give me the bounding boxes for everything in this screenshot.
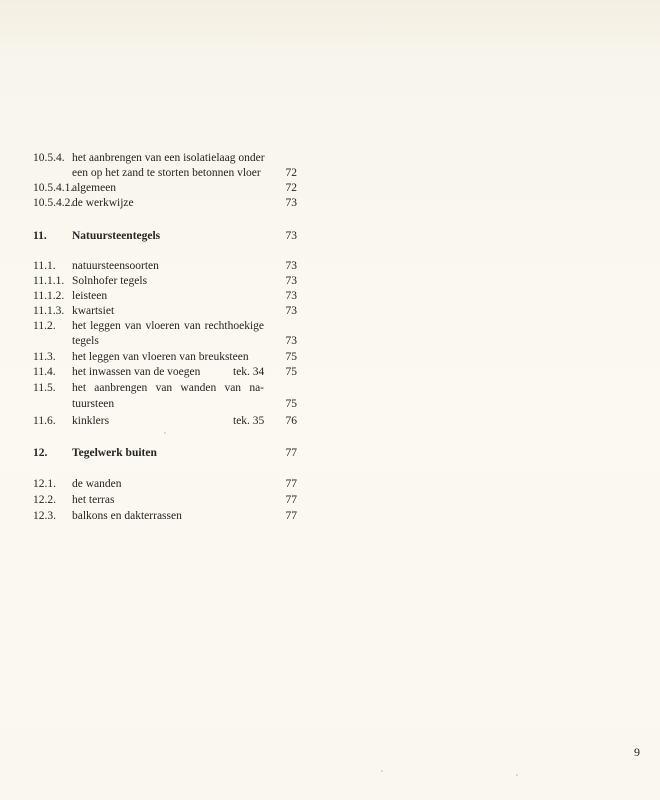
toc-entry-11-1 — [0, 258, 660, 274]
entry-page-number: 72 — [285, 167, 297, 179]
entry-title: de wanden — [72, 478, 122, 490]
toc-entry-11-3 — [0, 349, 660, 365]
toc-entry-11-4 — [0, 364, 660, 380]
entry-title: kinklers — [72, 415, 110, 427]
toc-entry-11-6 — [0, 413, 660, 429]
entry-number: 11.1.2. — [33, 290, 65, 302]
entry-number: 11.6. — [33, 415, 56, 427]
entry-number: 11.1.1. — [33, 275, 65, 287]
page-number: 9 — [634, 745, 640, 759]
toc-entry-11-5-continued — [0, 396, 660, 412]
entry-title: het terras — [72, 494, 115, 506]
drawing-reference: tek. 34 — [233, 366, 265, 378]
toc-entry-11-1-2 — [0, 288, 660, 304]
entry-page-number: 73 — [285, 305, 297, 317]
toc-entry-12-2 — [0, 492, 660, 508]
chapter-title: Natuursteentegels — [72, 230, 161, 242]
toc-chapter-12 — [0, 445, 660, 461]
entry-number: 11.2. — [33, 320, 56, 332]
toc-entry-11-2-continued — [0, 333, 660, 349]
paper-speck — [516, 774, 518, 776]
entry-title: het leggen van vloeren van breuksteen — [72, 351, 249, 363]
entry-number: 11.5. — [33, 382, 56, 394]
entry-title: algemeen — [72, 182, 117, 194]
toc-entry-11-1-1 — [0, 273, 660, 289]
entry-title: tegels — [72, 335, 99, 347]
chapter-page-number: 77 — [285, 447, 297, 459]
entry-page-number: 77 — [285, 510, 297, 522]
entry-title: natuursteensoorten — [72, 260, 159, 272]
entry-number: 12.3. — [33, 510, 56, 522]
drawing-reference: tek. 35 — [233, 415, 265, 427]
entry-number: 11.3. — [33, 351, 56, 363]
entry-page-number: 75 — [285, 398, 297, 410]
entry-page-number: 73 — [285, 260, 297, 272]
entry-page-number: 75 — [285, 366, 297, 378]
entry-page-number: 77 — [285, 494, 297, 506]
toc-entry-11-1-3 — [0, 303, 660, 319]
entry-page-number: 76 — [285, 415, 297, 427]
entry-title: het leggen van vloeren van rechthoekige — [72, 320, 264, 332]
toc-entry-11-2 — [0, 318, 660, 334]
entry-number: 10.5.4.1. — [33, 182, 74, 194]
entry-title: leisteen — [72, 290, 108, 302]
chapter-title: Tegelwerk buiten — [72, 447, 157, 459]
entry-title: Solnhofer tegels — [72, 275, 148, 287]
entry-title: het inwassen van de voegen — [72, 366, 201, 378]
entry-number: 11.4. — [33, 366, 56, 378]
entry-title: het aanbrengen van wanden van na- — [72, 382, 264, 394]
toc-entry-11-5 — [0, 380, 660, 396]
paper-speck — [381, 770, 383, 772]
entry-page-number: 73 — [285, 335, 297, 347]
chapter-number: 12. — [33, 447, 48, 459]
entry-page-number: 73 — [285, 197, 297, 209]
toc-entry-10-5-4 — [0, 150, 660, 166]
entry-title: de werkwijze — [72, 197, 134, 209]
entry-title: kwartsiet — [72, 305, 115, 317]
chapter-number: 11. — [33, 230, 47, 242]
toc-entry-10-5-4-1 — [0, 180, 660, 196]
toc-entry-10-5-4-2 — [0, 195, 660, 211]
toc-entry-12-1 — [0, 476, 660, 492]
entry-number: 12.1. — [33, 478, 56, 490]
paper-speck — [164, 432, 166, 434]
entry-title: het aanbrengen van een isolatielaag onder — [72, 152, 265, 164]
entry-page-number: 72 — [285, 182, 297, 194]
chapter-page-number: 73 — [285, 230, 297, 242]
entry-page-number: 73 — [285, 290, 297, 302]
entry-page-number: 75 — [285, 351, 297, 363]
entry-number: 10.5.4. — [33, 152, 65, 164]
toc-entry-10-5-4-continued — [0, 165, 660, 181]
entry-page-number: 73 — [285, 275, 297, 287]
entry-page-number: 77 — [285, 478, 297, 490]
entry-title: balkons en dakterrassen — [72, 510, 182, 522]
toc-chapter-11 — [0, 228, 660, 244]
entry-number: 10.5.4.2. — [33, 197, 74, 209]
entry-number: 11.1.3. — [33, 305, 65, 317]
entry-number: 12.2. — [33, 494, 56, 506]
entry-title: een op het zand te storten betonnen vloer — [72, 167, 261, 179]
toc-entry-12-3 — [0, 508, 660, 524]
entry-number: 11.1. — [33, 260, 56, 272]
entry-title: tuursteen — [72, 398, 115, 410]
